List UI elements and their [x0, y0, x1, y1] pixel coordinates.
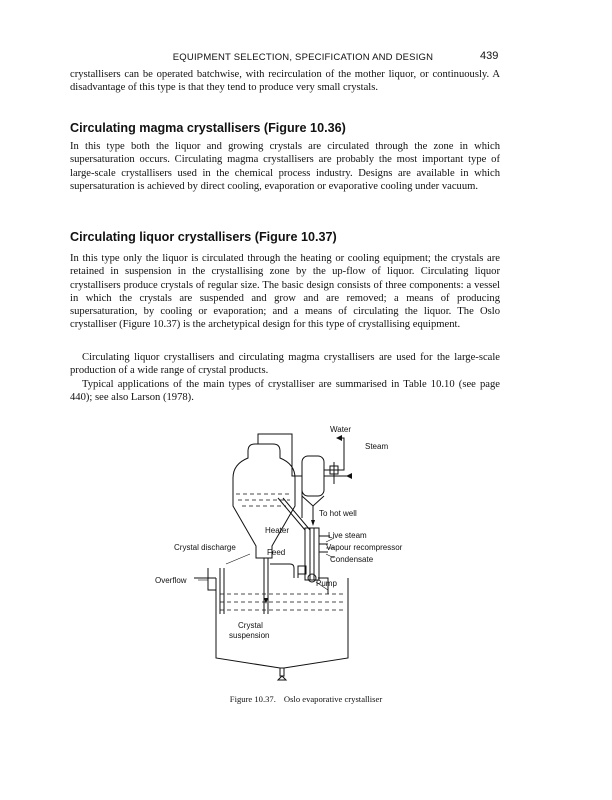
- figure-caption: [120, 694, 492, 704]
- figure-oslo-crystalliser: [150, 418, 470, 688]
- crystal-discharge-pipe: [220, 568, 224, 614]
- label-steam: Steam: [365, 442, 389, 451]
- label-vapour-recompressor: Vapour recompressor: [326, 543, 403, 552]
- paragraph-circulating-liquor-3: Typical applications of the main types of crystalliser are summarised in Table 10.10 (see page 440); see also Larson (1978).: [70, 379, 500, 404]
- paragraph-circulating-magma: In this type both the liquor and growing crystals are circulated through the zone in which supersaturation occurs. Circulating magma crystallisers are probably the most important type of large-scale crystallisers used in the chemical process industry. Designs are available in which supersaturation is achieved by direct cooling, evaporation or evaporative cooling under vacuum.: [70, 141, 500, 192]
- label-crystal-discharge: Crystal discharge: [174, 543, 236, 552]
- label-pump: Pump: [316, 579, 337, 588]
- figure-caption-text: Oslo evaporative crystalliser: [283, 694, 383, 704]
- paragraph-circulating-liquor-2: Circulating liquor crystallisers and circulating magma crystallisers are used for the large-scale production of a wide range of crystal products.: [70, 352, 500, 377]
- heater: [305, 528, 319, 580]
- feed-pipe: [270, 564, 294, 578]
- label-feed: Feed: [267, 548, 286, 557]
- oslo-crystalliser-diagram: [150, 418, 470, 688]
- figure-caption-number: Figure 10.37.: [229, 694, 276, 704]
- label-heater: Heater: [265, 526, 290, 535]
- running-head: EQUIPMENT SELECTION, SPECIFICATION AND DESIGN: [172, 52, 434, 63]
- label-live-steam: Live steam: [328, 531, 367, 540]
- label-water: Water: [330, 425, 352, 434]
- label-to-hot-well: To hot well: [319, 509, 357, 518]
- intro-paragraph: crystallisers can be operated batchwise, with recirculation of the mother liquor, or continuously. A disadvantage of this type is that they tend to produce very small crystals.: [70, 69, 500, 94]
- paragraph-circulating-liquor-1: In this type only the liquor is circulated through the heating or cooling equipment; the crystals are retained in suspension in the crystallising zone by the up-flow of liquor. Circulating liquor crystallisers produce crystals of regular size. The basic design consists of three components: a vessel in which the crystals are suspended and grow and are removed; a means of producing supersaturation, by cooling or evaporation; and a means of circulating the liquor. The Oslo crystalliser (Figure 10.37) is the archetypical design for this type of crystallising equipment.: [70, 253, 500, 331]
- label-crystal-suspension-1: Crystal: [238, 621, 263, 630]
- label-overflow: Overflow: [155, 576, 187, 585]
- label-crystal-suspension-2: suspension: [229, 631, 270, 640]
- label-condensate: Condensate: [330, 555, 374, 564]
- overflow-pipe: [194, 568, 216, 590]
- page-number: 439: [480, 50, 499, 62]
- section-heading-circulating-liquor: Circulating liquor crystallisers (Figure 10.37): [70, 230, 337, 244]
- condenser: [302, 456, 324, 496]
- section-heading-circulating-magma: Circulating magma crystallisers (Figure 10.36): [70, 121, 346, 135]
